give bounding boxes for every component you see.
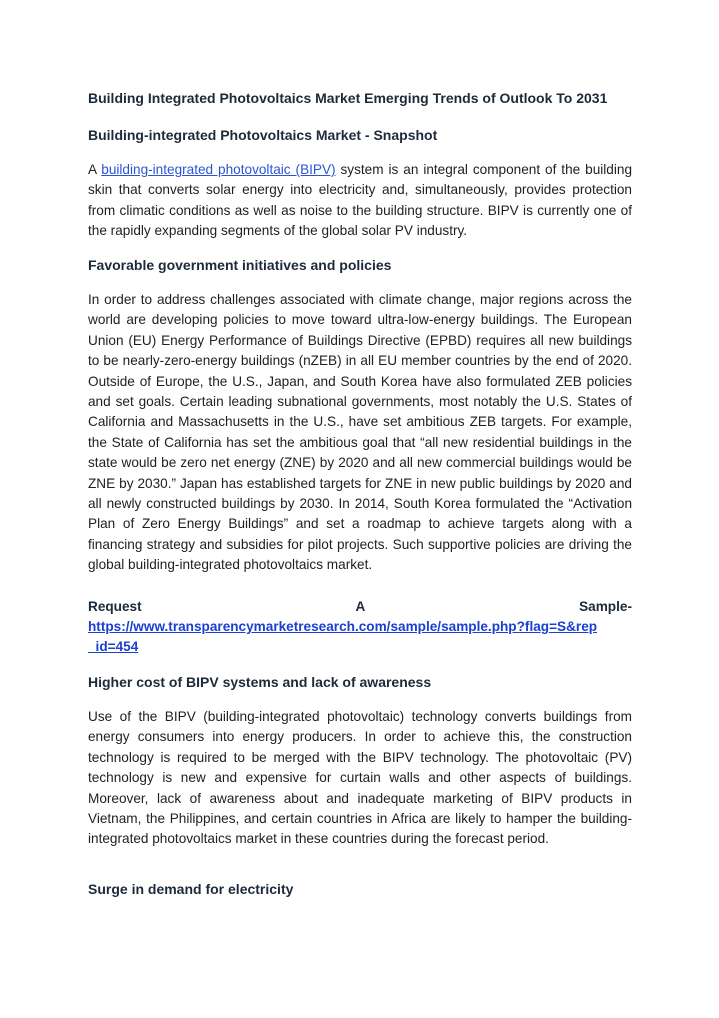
section-body-government: In order to address challenges associated with climate change, major regions across the world are developing policies to move toward ultra-low-energy buildings. The European Union (EU) Energy Performance of Buildings Directive (EPBD) requires all new buildings to be nearly-zero-energy buildings (nZEB) in all EU member countries by the end of 2020. Outside of Europe, the U.S., Japan, and South Korea have also formulated ZEB policies and set goals. Certain leading subnational governments, most notably the U.S. States of California and Massachusetts in the U.S., have set ambitious ZEB targets. For example, the State of California has set the ambitious goal that “all new residential buildings in the state would be zero net energy (ZNE) by 2020 and all new commercial buildings would be ZNE by 2030.” Japan has established targets for ZNE in new public buildings by 2020 and all newly constructed buildings by 2030. In 2014, South Korea formulated the “Activation Plan of Zero Energy Buildings” and set a roadmap to achieve targets along with a financing strategy and subsidies for pilot projects. Such supportive policies are driving the global building-integrated photovoltaics market. (88, 292, 632, 573)
intro-suffix: system is an integral component of the building skin that converts solar energy into electricity and, simultaneously, provides protection from climatic conditions as well as noise to the building structure. BIPV is currently one of the rapidly expanding segments of the global solar PV industry. (88, 162, 633, 239)
section-heading-cost: Higher cost of BIPV systems and lack of awareness (88, 674, 432, 690)
intro-paragraph (88, 160, 632, 242)
request-word: Request (88, 599, 142, 614)
section-body-cost: Use of the BIPV (building-integrated photovoltaic) technology converts buildings from energy consumers into energy producers. In order to achieve this, the construction technology is required to be merged with the BIPV technology. The photovoltaic (PV) technology is new and expensive for curtain walls and other aspects of buildings. Moreover, lack of awareness about and inadequate marketing of BIPV products in Vietnam, the Philippines, and certain countries in Africa are likely to hamper the building-integrated photovoltaics market in these countries during the forecast period. (88, 709, 632, 847)
section-heading-electricity: Surge in demand for electricity (88, 881, 294, 897)
request-sample-line (88, 597, 632, 617)
intro-prefix: A (88, 162, 102, 177)
request-a-word: A (355, 599, 366, 614)
sample-link-line-1: https://www.transparencymarketresearch.com/sample/sample.php?flag=S&rep (88, 619, 598, 634)
snapshot-heading: Building-integrated Photovoltaics Market - Snapshot (88, 127, 438, 143)
bipv-link[interactable]: building-integrated photovoltaic (BIPV) (101, 162, 336, 177)
sample-request-link[interactable] (88, 617, 632, 658)
sample-word: Sample- (579, 599, 632, 614)
document-title: Building Integrated Photovoltaics Market Emerging Trends of Outlook To 2031 (88, 90, 608, 106)
sample-link-line-2: _id=454 (88, 639, 139, 655)
section-heading-government: Favorable government initiatives and policies (88, 257, 392, 273)
